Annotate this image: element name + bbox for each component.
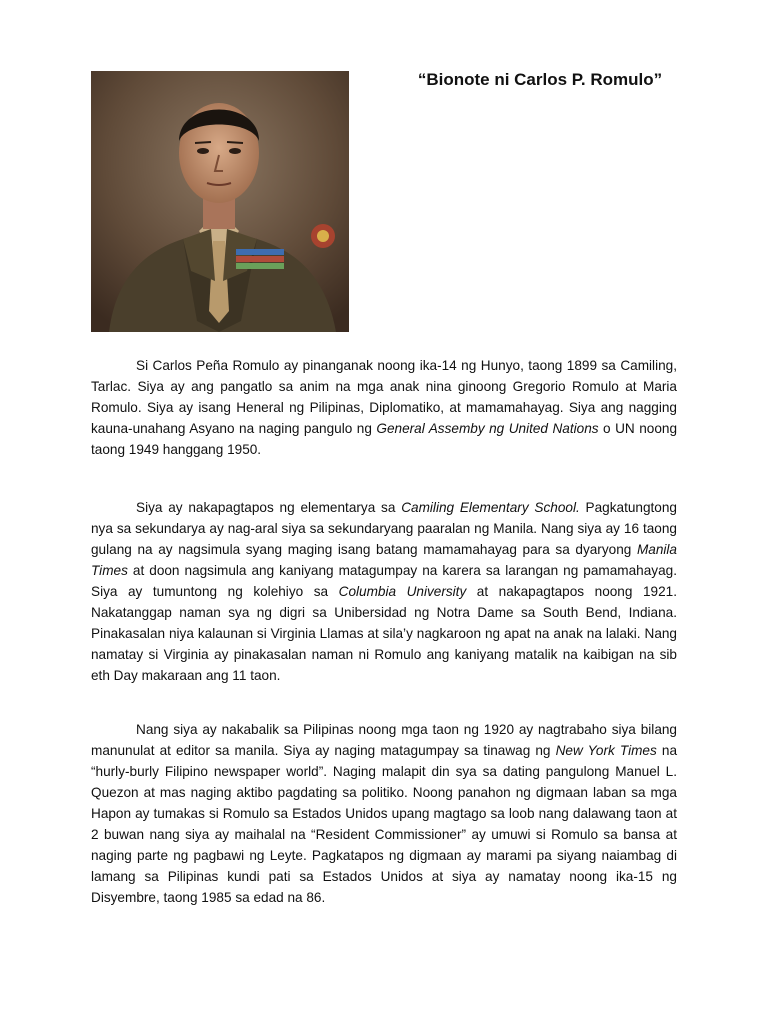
text-run: at nakapagtapos noong 1921. Nakatanggap naman sya ng digri sa Unibersidad ng Notra Dame sa South Bend, Indiana. Pinakasalan niya kalaunan si Virginia Llamas at sila’y nagkaroon ng apat na anak na lalaki. Nang namatay si Virginia ay pinakasalan naman ni Romulo ang kaniyang matalik na kaibigan na sib eth Day makaraan ang 11 taon.: [91, 584, 677, 683]
paragraph-1: [91, 355, 677, 460]
italic-phrase: Manila Times: [91, 542, 677, 578]
paragraph-3: [91, 719, 677, 908]
page-title: “Bionote ni Carlos P. Romulo”: [417, 70, 663, 89]
portrait-photo: [91, 71, 349, 332]
text-run: o UN noong taong 1949 hanggang 1950.: [91, 421, 678, 457]
portrait-photo-icon: [91, 71, 349, 332]
italic-phrase: General Assemby ng United Nations: [376, 421, 599, 436]
italic-phrase: New York Times: [555, 743, 657, 758]
text-run: Pagkatungtong nya sa sekundarya ay nag-aral siya sa sekundaryang paaralan ng Manila. Nang siya ay 16 taong gulang na ay nagsimula syang maging isang batang mamamahayag para sa dyaryong: [91, 500, 677, 557]
text-run: at doon nagsimula ang kaniyang matagumpay na karera sa larangan ng pamamahayag. Siya ay tumuntong ng kolehiyo sa: [91, 563, 677, 599]
text-run: na “hurly-burly Filipino newspaper world”. Naging malapit din sya sa dating pangulong Manuel L. Quezon at mas naging aktibo pagdating sa politiko. Noong panahon ng digmaan laban sa mga Hapon ay tumakas si Romulo sa Estados Unidos upang magtago sa loob nang dalawang taon at 2 buwan nang siya ay maihalal na “Resident Commissioner” ay umuwi si Romulo sa bansa at naging parte ng pagbawi ng Leyte. Pagkatapos ng digmaan ay marami pa siyang naiambag di lamang sa Pilipinas kundi pati sa Estados Unidos at siya ay namatay noong ika-15 ng Disyembre, taong 1985 sa edad na 86.: [91, 743, 678, 905]
italic-phrase: Columbia University: [338, 584, 467, 599]
italic-phrase: Camiling Elementary School.: [401, 500, 580, 515]
text-run: Nang siya ay nakabalik sa Pilipinas noong mga taon ng 1920 ay nagtrabaho siya bilang manunulat at editor sa manila. Siya ay naging matagumpay sa tinawag ng: [91, 722, 677, 758]
text-run: Si Carlos Peña Romulo ay pinanganak noong ika-14 ng Hunyo, taong 1899 sa Camiling, Tarlac. Siya ay ang pangatlo sa anim na mga anak nina ginoong Gregorio Romulo at Maria Romulo. Siya ay isang Heneral ng Pilipinas, Diplomatiko, at mamamahayag. Siya ang nagging kauna-unahang Asyano na naging pangulo ng: [91, 358, 677, 436]
text-run: Siya ay nakapagtapos ng elementarya sa: [136, 500, 402, 515]
paragraph-2: [91, 497, 677, 686]
